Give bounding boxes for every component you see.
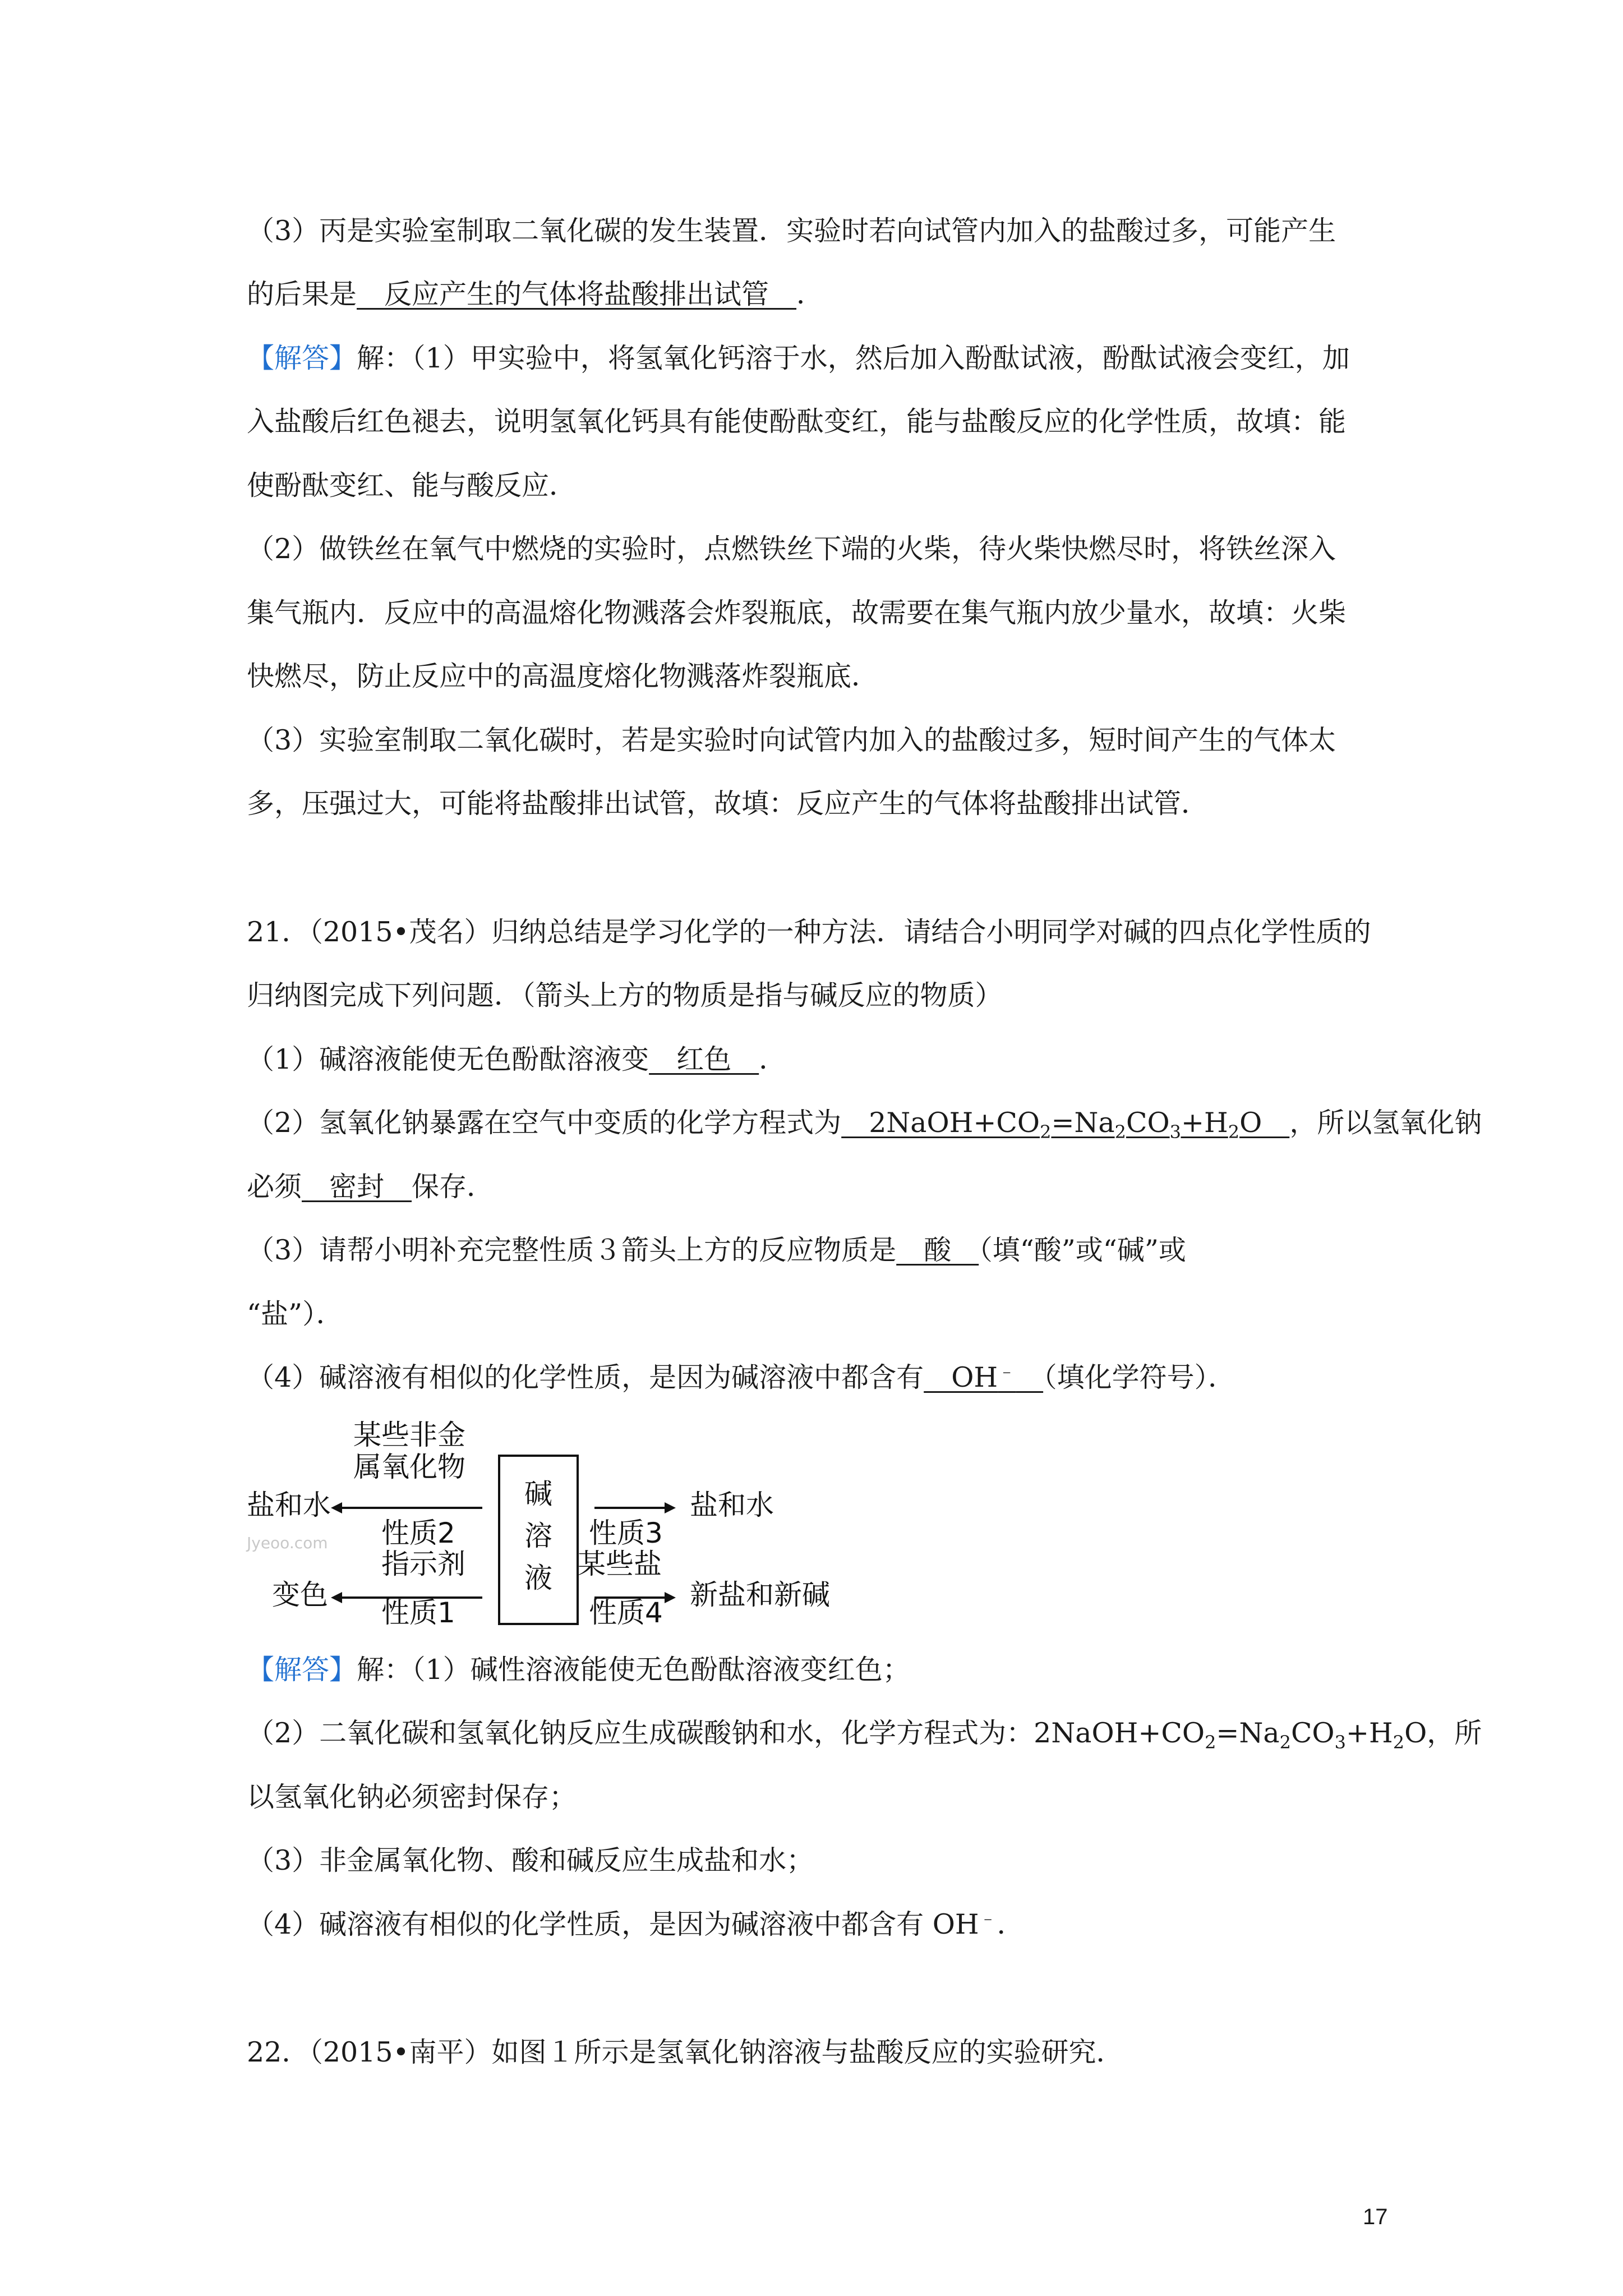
q21-sub2-equation: $2NaOH+CO_2=Na_2CO_3+H_2O$ — [841, 1107, 1290, 1143]
diagram-some-salt: 某些盐 — [578, 1548, 662, 1580]
diagram-prop3: 性质3 — [589, 1517, 663, 1549]
solution-tag: 【解答】 — [247, 1654, 357, 1686]
solution20-line2: 入盐酸后红色褪去，说明氢氧化钙具有能使酚酞变红，能与盐酸反应的化学性质，故填：能 — [247, 406, 1347, 438]
q20-part3-line1: （3）丙是实验室制取二氧化碳的发生装置．实验时若向试管内加入的盐酸过多，可能产生 — [247, 215, 1336, 247]
diagram-center-1: 碱 — [524, 1478, 552, 1510]
solution21-line3: 以氢氧化钠必须密封保存； — [247, 1781, 577, 1813]
arrow-right-1-head — [665, 1502, 676, 1513]
solution20-line3: 使酚酞变红、能与酸反应． — [247, 470, 577, 501]
diagram-prop1: 性质1 — [381, 1596, 455, 1627]
q21-sub3b: “盐”）． — [247, 1298, 344, 1330]
solution21-line4: （3）非金属氧化物、酸和碱反应生成盐和水； — [247, 1844, 814, 1876]
q21-sub4: （4）碱溶液有相似的化学性质，是因为碱溶液中都含有 OH﹣ （填化学符号）． — [247, 1360, 1236, 1393]
q21-sub2: （2）氢氧化钠暴露在空气中变质的化学方程式为 $2NaOH+CO_2=Na_2CO_3+H_2O$ ，所以氢氧化钠 — [247, 1107, 1482, 1143]
diagram-top-label-1: 某些非金 — [353, 1419, 465, 1451]
diagram-left-output-2: 变色 — [272, 1579, 328, 1611]
diagram-center-2: 溶 — [524, 1520, 552, 1552]
q20-part3-line2: 的后果是 反应产生的气体将盐酸排出试管 ． — [247, 278, 824, 310]
solution21-line1: 【解答】解：（1）碱性溶液能使无色酚酞溶液变红色； — [247, 1654, 910, 1686]
q21-sub2b-answer: 密封 — [302, 1171, 412, 1203]
solution21-line5: （4）碱溶液有相似的化学性质，是因为碱溶液中都含有 OH﹣． — [247, 1907, 1025, 1940]
solution20-line4: （2）做铁丝在氧气中燃烧的实验时，点燃铁丝下端的火柴，待火柴快燃尽时，将铁丝深入 — [247, 533, 1336, 565]
solution20-line7: （3）实验室制取二氧化碳时，若是实验时向试管内加入的盐酸过多，短时间产生的气体太 — [247, 724, 1336, 756]
solution20-line1: 【解答】解：（1）甲实验中，将氢氧化钙溶于水，然后加入酚酞试液，酚酞试液会变红，加 — [247, 342, 1350, 374]
diagram-right-output-1: 盐和水 — [690, 1489, 774, 1521]
solution21-line2: （2）二氧化碳和氢氧化钠反应生成碳酸钠和水，化学方程式为：$2NaOH+CO_2=Na_2CO_3+H_2O$，所 — [247, 1717, 1482, 1753]
arrow-left-1-head — [331, 1502, 342, 1513]
diagram-left-output-1: 盐和水 — [247, 1489, 331, 1521]
diagram-prop4: 性质4 — [589, 1596, 663, 1627]
q21-sub3: （3）请帮小明补充完整性质３箭头上方的反应物质是 酸 （填“酸”或“碱”或 — [247, 1234, 1186, 1266]
solution20-line5: 集气瓶内．反应中的高温熔化物溅落会炸裂瓶底，故需要在集气瓶内放少量水，故填：火柴 — [247, 597, 1347, 629]
solution20-line6: 快燃尽，防止反应中的高温度熔化物溅落炸裂瓶底． — [247, 660, 879, 692]
page-number: 17 — [1363, 2205, 1388, 2229]
solution20-line8: 多，压强过大，可能将盐酸排出试管，故填：反应产生的气体将盐酸排出试管． — [247, 788, 1209, 820]
diagram-watermark: Jyeoo.com — [247, 1534, 328, 1552]
diagram-right-output-2: 新盐和新碱 — [690, 1579, 830, 1611]
solution-tag: 【解答】 — [247, 342, 357, 374]
q21-line1: 21．（2015•茂名）归纳总结是学习化学的一种方法．请结合小明同学对碱的四点化学性质的 — [247, 916, 1371, 948]
q22-line1: 22．（2015•南平）如图１所示是氢氧化钠溶液与盐酸反应的实验研究． — [247, 2036, 1124, 2068]
diagram-center-3: 液 — [524, 1562, 552, 1594]
q21-line2: 归纳图完成下列问题．（箭头上方的物质是指与碱反应的物质） — [247, 979, 1003, 1011]
q21-sub1-answer: 红色 — [649, 1043, 759, 1075]
diagram-top-label-2: 属氧化物 — [353, 1451, 465, 1483]
diagram-indicator: 指示剂 — [381, 1548, 465, 1580]
q21-sub3-answer: 酸 — [896, 1234, 979, 1266]
q21-sub4-answer: OH﹣ — [924, 1360, 1016, 1393]
q20-part3-answer: 反应产生的气体将盐酸排出试管 — [357, 278, 797, 310]
base-properties-diagram — [241, 1414, 869, 1627]
diagram-prop2: 性质2 — [381, 1517, 455, 1549]
q21-sub2b: 必须 密封 保存． — [247, 1171, 495, 1203]
q21-sub1: （1）碱溶液能使无色酚酞溶液变 红色 ． — [247, 1043, 787, 1075]
arrow-left-2-head — [331, 1592, 342, 1603]
arrow-right-2-head — [665, 1592, 676, 1603]
